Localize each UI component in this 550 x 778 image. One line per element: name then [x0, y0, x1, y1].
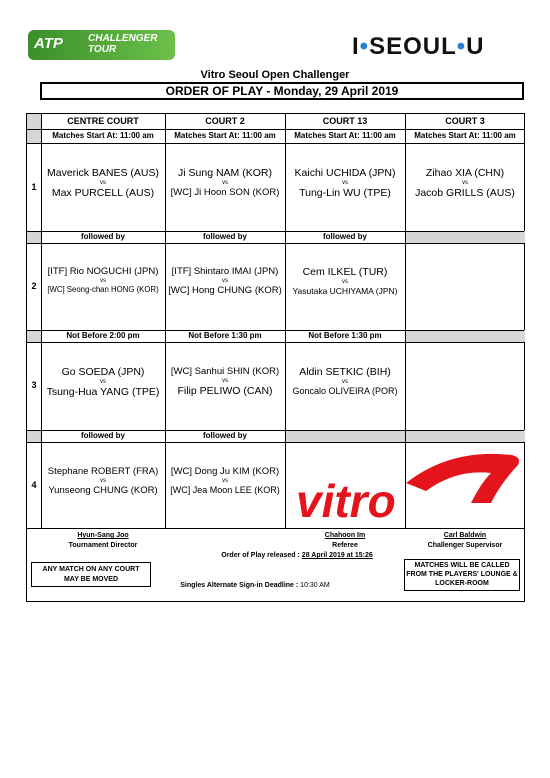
vs-label: vs	[222, 278, 228, 284]
not-before: Not Before 1:30 pm	[188, 331, 262, 340]
vs-label: vs	[342, 180, 348, 186]
match-cell	[41, 266, 165, 294]
player-1: Ji Sung NAM (KOR)	[178, 167, 272, 179]
referee-title: Referee	[332, 542, 358, 549]
player-2: Jacob GRILLS (AUS)	[415, 187, 515, 199]
player-1: [ITF] Rio NOGUCHI (JPN)	[47, 266, 159, 277]
player-2: Tsung-Hua YANG (TPE)	[46, 386, 160, 398]
player-2: Max PURCELL (AUS)	[51, 187, 155, 199]
vs-label: vs	[342, 279, 348, 285]
any-match-notice: ANY MATCH ON ANY COURT MAY BE MOVED	[31, 562, 151, 587]
i-seoul-u-logo: I•SEOUL•U	[352, 33, 485, 60]
player-2: Filip PELIWO (CAN)	[177, 385, 273, 397]
match-cell	[405, 167, 525, 199]
match-cell	[165, 366, 285, 397]
vs-label: vs	[100, 278, 106, 284]
vitro-sponsor-logo	[286, 443, 525, 528]
court-header-13: COURT 13	[322, 116, 368, 126]
player-1: [WC] Sanhui SHIN (KOR)	[170, 366, 280, 377]
match-cell	[41, 466, 165, 496]
released: Order of Play released : 28 April 2019 at 15:26	[221, 552, 373, 559]
vs-label: vs	[342, 379, 348, 385]
player-1: Zihao XIA (CHN)	[425, 167, 505, 179]
row-sep-shade	[27, 231, 41, 243]
row-sep-shade	[27, 330, 41, 342]
match-cell	[285, 167, 405, 199]
player-1: Go SOEDA (JPN)	[61, 366, 145, 378]
signin-deadline: Singles Alternate Sign-in Deadline : 10:30 AM	[180, 582, 330, 589]
order-of-play-title: ORDER OF PLAY - Monday, 29 April 2019	[40, 82, 524, 100]
followed-by: followed by	[81, 232, 125, 241]
start-time: Matches Start At: 11:00 am	[174, 131, 276, 140]
player-1: [ITF] Shintaro IMAI (JPN)	[171, 266, 279, 277]
court-header-centre: CENTRE COURT	[67, 116, 139, 126]
court-header-3: COURT 3	[445, 116, 485, 126]
player-1: Cem ILKEL (TUR)	[302, 266, 388, 278]
matches-called-notice: MATCHES WILL BE CALLED FROM THE PLAYERS' LOUNGE & LOCKER-ROOM	[404, 559, 520, 591]
player-2: [WC] Jea Moon LEE (KOR)	[170, 485, 280, 495]
row-sep-shade	[27, 430, 41, 442]
atp-challenger-logo	[28, 30, 175, 60]
match-cell	[165, 266, 285, 296]
player-2: Yunseong CHUNG (KOR)	[48, 485, 158, 496]
atp-logo-line2: TOUR	[88, 44, 117, 55]
player-2: [WC] Ji Hoon SON (KOR)	[170, 187, 280, 198]
player-2: [WC] Hong CHUNG (KOR)	[168, 285, 282, 296]
tournament-name: Vitro Seoul Open Challenger	[200, 69, 350, 81]
match-cell	[41, 167, 165, 199]
vitro-swoosh	[406, 454, 519, 503]
player-1: Stephane ROBERT (FRA)	[47, 466, 159, 477]
row-number: 3	[31, 380, 37, 390]
followed-by: followed by	[203, 431, 247, 440]
court-header-2: COURT 2	[205, 116, 245, 126]
match-cell	[285, 366, 405, 396]
atp-mark: ATP	[34, 35, 63, 52]
start-time: Matches Start At: 11:00 am	[294, 131, 396, 140]
player-1: Aldin SETKIC (BIH)	[299, 366, 391, 378]
player-1: [WC] Dong Ju KIM (KOR)	[170, 466, 280, 477]
not-before: Not Before 2:00 pm	[66, 331, 140, 340]
vs-label: vs	[222, 180, 228, 186]
start-time: Matches Start At: 11:00 am	[414, 131, 516, 140]
followed-by: followed by	[81, 431, 125, 440]
order-of-play-grid	[26, 113, 525, 602]
not-before: Not Before 1:30 pm	[308, 331, 382, 340]
player-1: Maverick BANES (AUS)	[46, 167, 160, 179]
supervisor-title: Challenger Supervisor	[427, 542, 503, 549]
supervisor-name: Carl Baldwin	[443, 532, 487, 539]
player-2: [WC] Seong-chan HONG (KOR)	[47, 285, 159, 294]
player-2: Goncalo OLIVEIRA (POR)	[292, 386, 398, 396]
player-2: Tung-Lin WU (TPE)	[299, 187, 391, 199]
vs-label: vs	[100, 379, 106, 385]
match-cell	[165, 167, 285, 198]
vs-label: vs	[462, 180, 468, 186]
followed-by: followed by	[323, 232, 367, 241]
director-name: Hyun-Sang Joo	[77, 532, 129, 539]
director-title: Tournament Director	[68, 542, 138, 549]
match-cell	[41, 366, 165, 398]
player-1: Kaichi UCHIDA (JPN)	[294, 167, 396, 179]
row-number: 1	[31, 182, 37, 192]
row-number: 2	[31, 281, 37, 291]
row-number: 4	[31, 480, 37, 490]
match-cell	[165, 466, 285, 495]
referee-name: Chahoon Im	[324, 532, 366, 539]
player-2: Yasutaka UCHIYAMA (JPN)	[292, 286, 398, 296]
vitro-wordmark: vitro	[296, 475, 396, 527]
match-cell	[285, 266, 405, 296]
atp-logo-line1: CHALLENGER	[88, 33, 158, 44]
start-time: Matches Start At: 11:00 am	[52, 131, 154, 140]
vs-label: vs	[222, 478, 228, 484]
row-sep-shade	[405, 231, 525, 243]
vs-label: vs	[100, 180, 106, 186]
vs-label: vs	[222, 378, 228, 384]
vs-label: vs	[100, 478, 106, 484]
followed-by: followed by	[203, 232, 247, 241]
row-sep-shade	[405, 330, 525, 342]
